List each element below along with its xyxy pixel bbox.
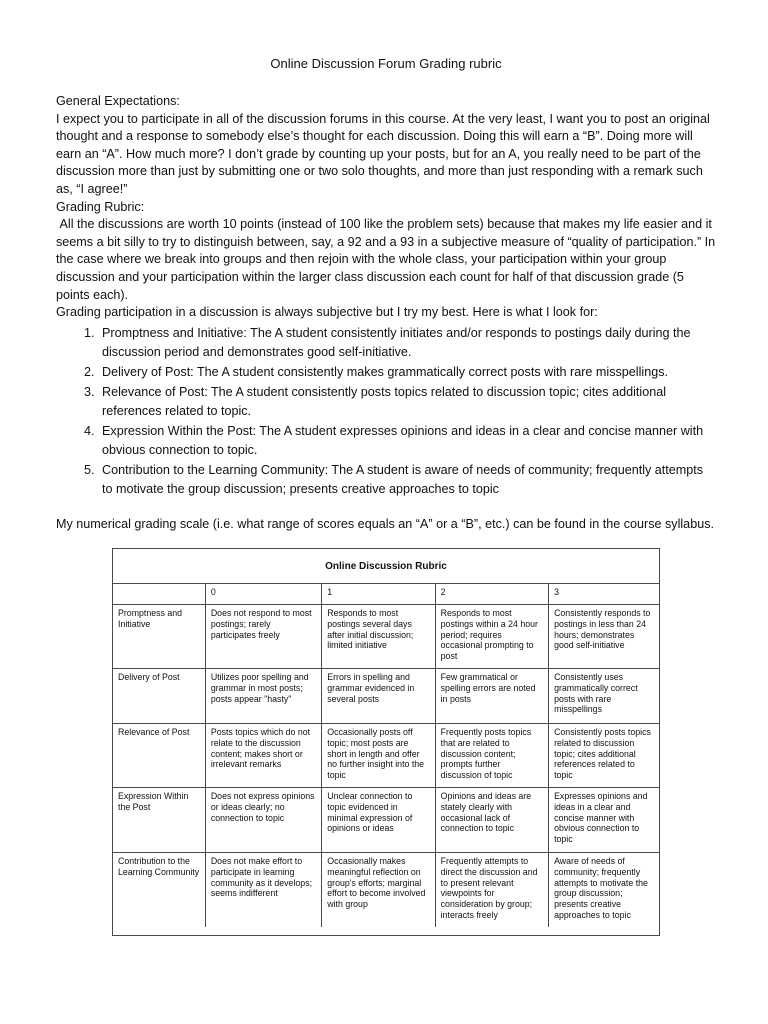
rubric-criterion: Relevance of Post [113,724,205,788]
expectations-heading: General Expectations: [56,94,180,108]
rubric-cell: Does not respond to most postings; rarely participates freely [205,605,321,669]
look-for-paragraph: Grading participation in a discussion is always subjective but I try my best. Here is what I look for: [56,305,598,320]
rubric-table-title: Online Discussion Rubric [113,549,659,584]
table-row [113,669,659,724]
rubric-cell: Consistently responds to postings in less than 24 hours; demonstrates good self-initiative [549,605,659,669]
document-page [56,56,719,534]
table-row [113,724,659,788]
table-row [113,605,659,669]
document-title: Online Discussion Forum Grading rubric [270,56,502,71]
grading-rubric-heading: Grading Rubric: [56,199,145,214]
rubric-cell: Occasionally posts off topic; most posts are short in length and offer no further insight into the topic [322,724,435,788]
rubric-column-header: 2 [435,584,548,605]
rubric-cell: Frequently attempts to direct the discussion and to present relevant viewpoints for consideration by group; interacts freely [435,853,548,928]
rubric-column-header: 3 [549,584,659,605]
rubric-cell: Does not express opinions or ideas clearly; no connection to topic [205,788,321,853]
expectations-paragraph: I expect you to participate in all of the discussion forums in this course. At the very least, I want you to post an original thought and a response to somebody else’s thought for each discussion. Doing this will earn a “B”. Doing more will earn an “A”. How much more? I don’t grade by counting up your posts, but for an A, you really need to be part of the discussion more than just by submitting one or two solo thoughts, and more than just responding with a remark such as, “I agree!” [56,111,710,196]
rubric-table [113,584,659,927]
rubric-cell: Unclear connection to topic evidenced in minimal expression of opinions or ideas [322,788,435,853]
rubric-cell: Posts topics which do not relate to the discussion content; makes short or irrelevant remarks [205,724,321,788]
criteria-item: 1. Promptness and Initiative: The A student consistently initiates and/or responds to postings daily during the discussion period and demonstrates good self-initiative. [98,324,716,363]
criteria-item: 4. Expression Within the Post: The A student expresses opinions and ideas in a clear and concise manner with obvious connection to topic. [98,422,716,461]
rubric-cell: Expresses opinions and ideas in a clear and concise manner with obvious connection to topic [549,788,659,853]
rubric-cell: Responds to most postings several days after initial discussion; limited initiative [322,605,435,669]
rubric-cell: Frequently posts topics that are related to discussion content; prompts further discussion of topic [435,724,548,788]
table-row [113,853,659,928]
rubric-column-header [113,584,205,605]
rubric-cell: Responds to most postings within a 24 hour period; requires occasional prompting to post [435,605,548,669]
rubric-cell: Occasionally makes meaningful reflection on group's efforts; marginal effort to become involved with group [322,853,435,928]
rubric-cell: Opinions and ideas are stately clearly with occasional lack of connection to topic [435,788,548,853]
criteria-list [56,324,716,500]
rubric-criterion: Expression Within the Post [113,788,205,853]
rubric-header-row [113,584,659,605]
rubric-column-header: 1 [322,584,435,605]
rubric-column-header: 0 [205,584,321,605]
rubric-criterion: Delivery of Post [113,669,205,724]
rubric-criterion: Contribution to the Learning Community [113,853,205,928]
criteria-item: 3. Relevance of Post: The A student consistently posts topics related to discussion topic; cites additional references related to topic. [98,383,716,422]
criteria-item: 5. Contribution to the Learning Community: The A student is aware of needs of community; frequently attempts to motivate the group discussion; presents creative approaches to topic [98,461,716,500]
rubric-cell: Consistently uses grammatically correct posts with rare misspellings [549,669,659,724]
grading-rubric-paragraph: All the discussions are worth 10 points (instead of 100 like the problem sets) because that makes my life easier and it seems a bit silly to try to distinguish between, say, a 92 and a 93 in a subjective measure of “quality of participation.” In the case where we break into groups and then rejoin with the whole class, your participation within your group discussion and your participation within the larger class discussion each count for half of that discussion grade (5 points each). [56,217,719,302]
table-row [113,788,659,853]
rubric-cell: Errors in spelling and grammar evidenced in several posts [322,669,435,724]
criteria-item: 2. Delivery of Post: The A student consistently makes grammatically correct posts with rare misspellings. [98,363,716,383]
rubric-criterion: Promptness and Initiative [113,605,205,669]
rubric-cell: Does not make effort to participate in learning community as it develops; seems indifferent [205,853,321,928]
rubric-cell: Aware of needs of community; frequently attempts to motivate the group discussion; presents creative approaches to topic [549,853,659,928]
rubric-table-image [112,548,660,936]
rubric-cell: Utilizes poor spelling and grammar in most posts; posts appear "hasty" [205,669,321,724]
rubric-cell: Consistently posts topics related to discussion topic; cites additional references related to topic [549,724,659,788]
grading-scale-note: My numerical grading scale (i.e. what range of scores equals an “A” or a “B”, etc.) can be found in the course syllabus. [56,517,714,532]
rubric-cell: Few grammatical or spelling errors are noted in posts [435,669,548,724]
